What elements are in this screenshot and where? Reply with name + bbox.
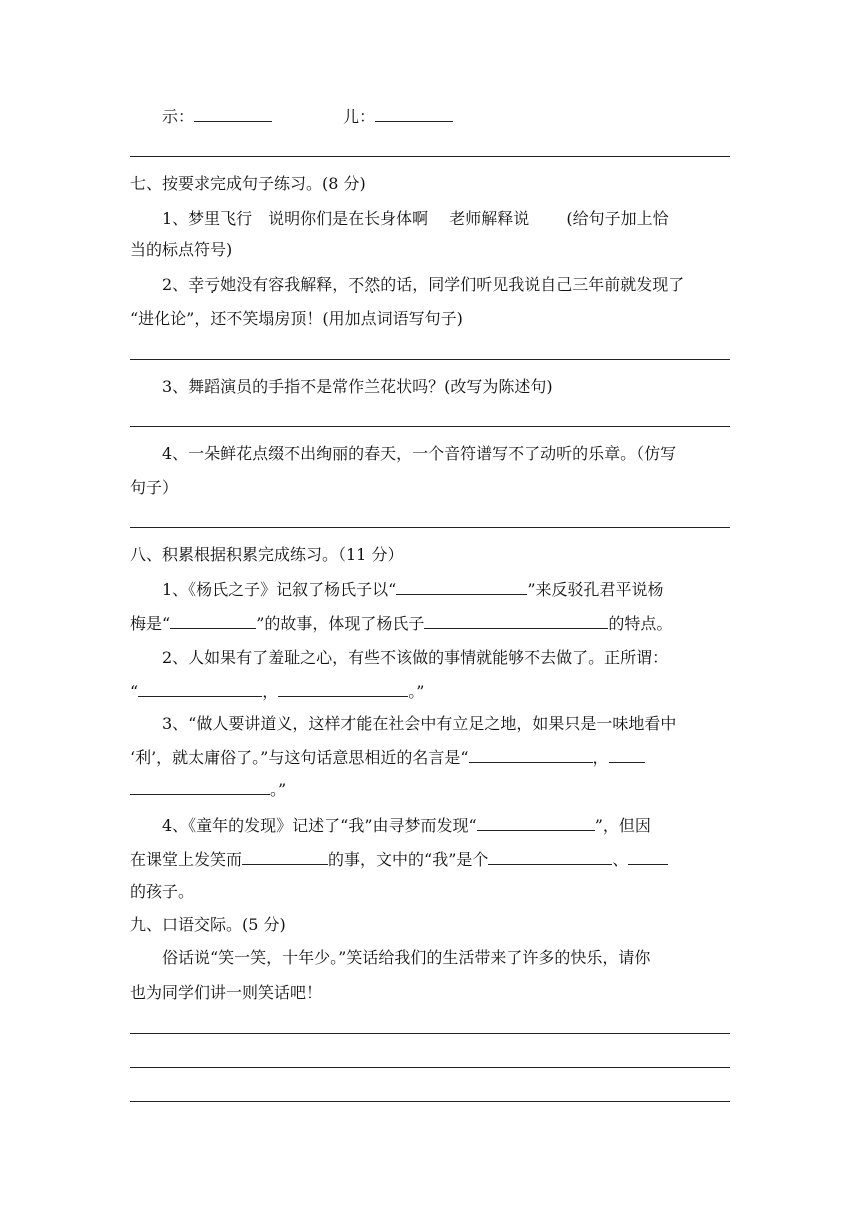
- section-7-heading: 七、按要求完成句子练习。(8 分): [130, 174, 366, 193]
- s8-q1-text-c: 梅是“: [130, 614, 171, 633]
- s8-q1-text-d: ”的故事，体现了杨氏子: [256, 614, 425, 633]
- s8-q3-line3: [130, 779, 286, 800]
- s8-q2-comma: ，: [262, 682, 279, 701]
- answer-line-s9-3[interactable]: [130, 1101, 730, 1102]
- s8-q4-line1: [162, 815, 651, 836]
- s8-q2-line1: 2、人如果有了羞耻之心，有些不该做的事情就能够不去做了。正所谓：: [162, 648, 669, 667]
- s8-q4-line2: [130, 849, 668, 870]
- q2-text-c: 的话，同学们听见我说自己三年前就发现了: [380, 275, 685, 294]
- q2-text-b: 她没有容我解释，: [220, 275, 349, 294]
- blank-s8-q4-d[interactable]: [628, 849, 668, 865]
- blank-s8-q3-c[interactable]: [130, 779, 270, 795]
- s8-q4-text-a: 4、《童年的发现》记述了“我”由寻梦而发现“: [162, 816, 477, 835]
- blank-s8-q4-c[interactable]: [488, 849, 612, 865]
- q2-number: 2、: [162, 275, 189, 294]
- answer-line-q2[interactable]: [130, 359, 730, 360]
- s8-q3-line1: 3、“做人要讲道义，这样才能在社会中有立足之地，如果只是一味地看中: [162, 714, 677, 733]
- s8-q4-text-c: 在课堂上发笑而: [130, 850, 243, 869]
- dotted-char-bu: 不: [348, 275, 365, 294]
- blank-s8-q4-a[interactable]: [477, 815, 595, 831]
- answer-line-top: [162, 106, 453, 127]
- answer-line-q3[interactable]: [130, 426, 730, 427]
- s8-q2-open-quote: “: [130, 682, 139, 701]
- blank-s8-q1-c[interactable]: [424, 613, 608, 629]
- s7-q4-line1: 4、一朵鲜花点缀不出绚丽的春天，一个音符谱写不了动听的乐章。（仿写: [162, 444, 677, 463]
- s7-q3: 3、舞蹈演员的手指不是常作兰花状吗？(改写为陈述句): [162, 377, 553, 396]
- s8-q2-line2: [130, 681, 424, 702]
- blank-s8-q2-b[interactable]: [278, 681, 408, 697]
- s7-q1-line2: 当的标点符号): [130, 240, 233, 259]
- s8-q3-comma: ，: [592, 748, 609, 767]
- divider-line: [130, 156, 730, 157]
- section-8-heading: 八、积累根据积累完成练习。（11 分）: [130, 545, 404, 564]
- s8-q2-close: 。”: [408, 682, 425, 701]
- s8-q1-text-b: ”来反驳孔君平说杨: [527, 580, 664, 599]
- dotted-char-xing: 幸: [188, 275, 205, 294]
- s8-q3-line2: [130, 747, 645, 768]
- answer-line-s9-2[interactable]: [130, 1067, 730, 1068]
- blank-s8-q4-b[interactable]: [242, 849, 328, 865]
- blank-s8-q3-a[interactable]: [469, 747, 593, 763]
- answer-line-q4[interactable]: [130, 527, 730, 528]
- answer-line-s9-1[interactable]: [130, 1033, 730, 1034]
- s7-q4-line2: 句子）: [130, 478, 179, 497]
- s7-q1-line1: 1、梦里飞行 说明你们是在长身体啊 老师解释说 (给句子加上恰: [162, 209, 669, 228]
- dotted-char-ran: 然: [364, 275, 381, 294]
- s8-q4-text-b: ”，但因: [594, 816, 651, 835]
- s8-q1-line1: [162, 579, 664, 600]
- dotted-char-kui: 亏: [204, 275, 221, 294]
- s9-line1: 俗话说“笑一笑，十年少。”笑话给我们的生活带来了许多的快乐，请你: [162, 948, 651, 967]
- s8-q1-text-e: 的特点。: [608, 614, 673, 633]
- s7-q2-line2: “进化论”，还不笑塌房顶！(用加点词语写句子): [130, 309, 463, 328]
- s7-q2-line1: [162, 275, 684, 295]
- label-shi: 示：: [162, 107, 195, 126]
- s8-q1-text-a: 1、《杨氏之子》记叙了杨氏子以“: [162, 580, 397, 599]
- blank-shi[interactable]: [194, 106, 272, 122]
- blank-s8-q1-b[interactable]: [170, 613, 256, 629]
- s8-q4-text-d: 的事，文中的“我”是个: [328, 850, 489, 869]
- blank-s8-q3-b[interactable]: [609, 747, 645, 763]
- blank-er[interactable]: [375, 106, 453, 122]
- section-9-heading: 九、口语交际。(5 分): [130, 915, 286, 934]
- blank-s8-q2-a[interactable]: [138, 681, 262, 697]
- s9-line2: 也为同学们讲一则笑话吧！: [130, 983, 323, 1002]
- s8-q4-line3: 的孩子。: [130, 882, 195, 901]
- blank-s8-q1-a[interactable]: [396, 579, 527, 595]
- s8-q3-text-a: ‘利’，就太庸俗了。”与这句话意思相近的名言是“: [130, 748, 469, 767]
- s8-q4-dun: 、: [612, 850, 629, 869]
- s8-q3-close: 。”: [270, 780, 287, 799]
- s8-q1-line2: [130, 613, 672, 634]
- label-er: 儿：: [343, 107, 376, 126]
